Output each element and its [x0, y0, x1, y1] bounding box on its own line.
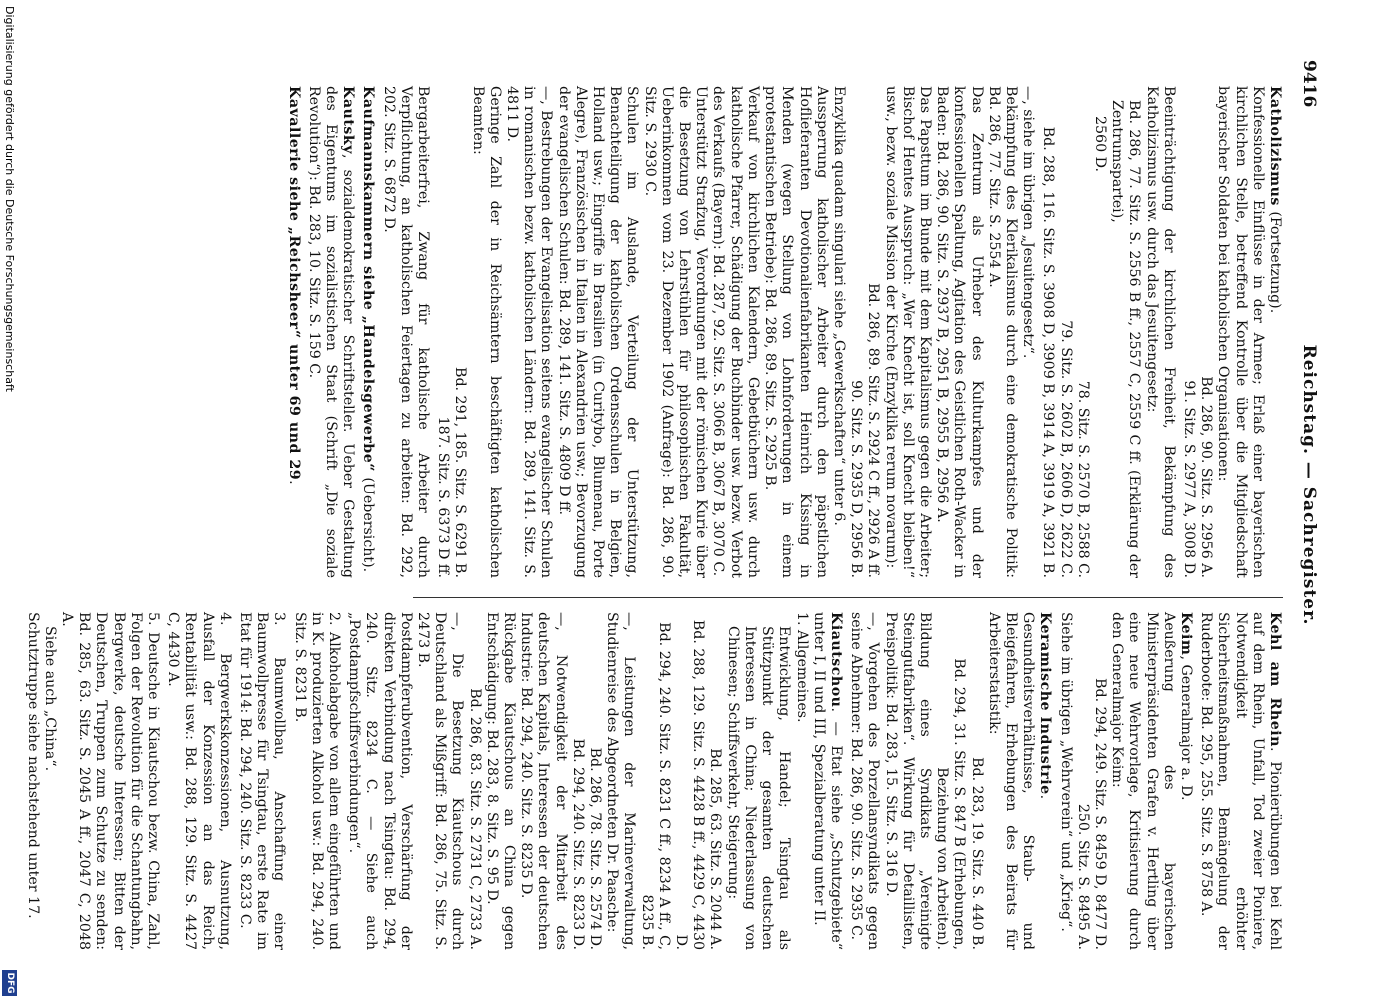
- index-entry: 3. Baumwollbau, Anschaffung einer Baumwollpresse für Tsingtau, erste Rate im Etat für 1914: Bd. 294, 240. Sitz. S. 8233 C.: [237, 612, 288, 950]
- index-entry: Siehe auch „China“.: [41, 626, 58, 772]
- index-entry: 78. Sitz. S. 2570 B, 2588 C.: [1074, 380, 1091, 578]
- index-entry: Das Papsttum im Bunde mit dem Kapitalismus gegen die Arbeiter; Bischof Hentes Ausspruch: „Wer Knecht ist, soll Knecht bleiben!“ usw., bezw. soziale Mission der Kirche (Enzyklika rerum novarum):: [882, 86, 933, 578]
- index-entry: Bd. 294, 240. Sitz. S. 8231 C ff., 8234 A ff., C, 8235 B.: [638, 622, 672, 950]
- entry-keyword: Kaufmannskammern siehe „Handelsgewerbe“: [360, 86, 377, 478]
- index-entry: Unterstützt Strafzug, Verordnungen mit der römischen Kurie über die Besetzung von Lehrstühlen für philosophischen Fakultät, Ueberinkommen vom 23. Dezember 1902 (Anfrage): Bd. 286, 90. Sitz. S. 2930 C.: [641, 86, 710, 578]
- index-entry: Bd. 294, 31. Sitz. S. 847 B (Erhebungen, Beziehung von Arbeiten).: [934, 658, 968, 950]
- index-entry: Entwicklung, Handel; Tsingtau als Stützpunkt der gesamten deutschen Interessen in China; Niederlassung von Chinesen; Schiffsverkehr, Steigerung:: [724, 626, 793, 950]
- index-entry: 90. Sitz. S. 2935 D, 2956 B.: [848, 380, 865, 578]
- index-entry: Kiautschou. — Etat siehe „Schutzgebiete“ unter I, II und III, Spezialberatung unter II.: [810, 612, 844, 950]
- index-entry: Bd. 286, 83. Sitz. S. 2731 C, 2733 A.: [466, 688, 483, 950]
- index-entry: Konfessionelle Einflüsse in der Armee; Erlaß einer bayerischen kirchlichen Stelle, betreffend Kontrolle über die Mitgliedschaft bayerischer Soldaten bei katholischen Organisationen:: [1215, 86, 1266, 578]
- index-entry: Das Zentrum als Urheber des Kulturkampfes und der konfessionellen Spaltung, Agitation des Geistlichen Roth-Wacker in Baden: Bd. 286, 90. Sitz. S. 2937 B, 2951 B, 2955 B, 2956 A.: [934, 86, 985, 578]
- index-entry: —, Notwendigkeit der Mitarbeit des deutschen Kapitals, Interessen der deutschen Industrie: Bd. 294, 240. Sitz. S. 8235 D.: [518, 612, 569, 950]
- index-entry: Bd. 294, 240. Sitz. S. 8233 D.: [569, 738, 586, 950]
- index-entry: Bd. 288, 129. Sitz. S. 4428 B ff., 4429 C, 4430 D.: [673, 619, 707, 950]
- index-entry: Gesundheitsverhältnisse, Staub- und Bleigefahren, Erhebungen des Beirats für Arbeiterstatistik:: [985, 612, 1037, 950]
- entry-keyword: Katholizismus: [1267, 86, 1283, 212]
- index-entry: Bekämpfung des Klerikalismus durch eine demokratische Politik: Bd. 286, 77. Sitz. S. 2554 A.: [985, 86, 1019, 578]
- index-entry: Bd. 286, 78. Sitz. S. 2574 D.: [587, 747, 604, 950]
- index-entry: 2. Alkoholabgabe von allem eingeführten und in K. produzierten Alkohol usw.: Bd. 294, 240. Sitz. S. 8231 B.: [291, 612, 343, 950]
- left-column: [284, 86, 1283, 578]
- entry-keyword: Kiautschou: [827, 612, 844, 708]
- index-entry: Bd. 291, 185. Sitz. S. 6291 B.: [452, 367, 469, 578]
- index-entry: Postdampferubvention, Verschärfung der direkten Verbindung nach Tsingtau: Bd. 294, 240. Sitz. 8234 C. — Siehe auch „Postdampfschiffsverbindungen“.: [346, 612, 414, 950]
- index-entry: Bd. 286, 89. Sitz. S. 2924 C ff., 2926 A ff.: [865, 283, 882, 578]
- index-entry: Keramische Industrie.: [1037, 612, 1054, 800]
- page-footer: [0, 0, 18, 1000]
- index-entry: Bd. 288, 116. Sitz. S. 3908 D, 3909 B, 3914 A, 3919 A, 3921 B.: [1040, 126, 1057, 578]
- right-column: [23, 612, 1283, 950]
- entry-keyword: Keramische Industrie: [1037, 612, 1054, 795]
- index-entry: Siehe im übrigen „Wehrverein“ und „Krieg“.: [1057, 612, 1074, 932]
- index-entry: —, siehe im übrigen „Jesuitengesetz“.: [1020, 86, 1037, 359]
- index-entry: Bd. 283, 19. Sitz. S. 440 B.: [968, 757, 985, 950]
- index-entry: 5. Deutsche in Kiautschou bezw. China, Zahl, Folgen der Revolution für die Schantungbahn, Bergwerke, deutsche Interessen; Bitten der Deutschen, Truppen zum Schutze zu senden: Bd. 285, 63. Sitz. S. 2045 A ff., 2047 C, 2048 A.: [58, 612, 161, 950]
- index-entry: 2560 D.: [1091, 116, 1108, 172]
- index-entry: Katholizismus (Fortsetzung).: [1267, 86, 1283, 314]
- index-entry: Bd. 286, 77. Sitz. S. 2556 B ff., 2557 C, 2559 C ff. (Erklärung der Zentrumspartei),: [1109, 100, 1143, 578]
- index-entry: Kavallerie siehe „Reichsheer“ unter 69 und 29.: [285, 86, 302, 485]
- index-entry: Bd. 286, 90. Sitz. S. 2956 A.: [1198, 376, 1215, 578]
- index-entry: Kaufmannskammern siehe „Handelsgewerbe“ (Uebersicht).: [360, 86, 377, 573]
- index-entry: Geringe Zahl der in Reichsämtern beschäftigten katholischen Beamten:: [469, 86, 503, 578]
- index-entry: 79. Sitz. S. 2602 B, 2606 D, 2622 C.: [1057, 320, 1074, 578]
- index-entry: 91. Sitz. S. 2977 A, 3008 D.: [1180, 380, 1197, 578]
- page-header: [1291, 60, 1319, 910]
- index-entry: Aeußerung des bayerischen Ministerpräsidenten Grafen v. Hertling über eine neue Wehrvorlage, Kritisierung durch den Generalmajor Keim:: [1109, 612, 1177, 950]
- footer-credit: Digitalisierung gefördert durch die Deutsche Forschungsgemeinschaft: [3, 6, 16, 392]
- index-entry: Aussperrung katholischer Arbeiter durch den päpstlichen Hoflieferanten Devotionalienfabrikanten Heinrich Kissing in Menden (wegen Stellung von Lohnforderungen in einem protestantischen Betriebe): Bd. 286, 89. Sitz. S. 2925 B.: [762, 86, 830, 578]
- column-divider: [413, 597, 1283, 598]
- index-entry: —, Die Besetzung Kiautschous durch Deutschland als Mißgriff: Bd. 286, 75. Sitz. S. 2473 B.: [415, 612, 466, 950]
- page-number: 9416: [1299, 60, 1319, 108]
- entry-keyword: Kehl am Rhein: [1267, 612, 1283, 747]
- index-entry: 250. Sitz. S. 8495 A.: [1074, 803, 1091, 950]
- dfg-logo-icon: DFG: [2, 970, 17, 996]
- entry-keyword: Kavallerie siehe „Reichsheer“ unter 69 und 29: [285, 86, 302, 481]
- index-entry: —, Vorgehen des Porzellansyndikats gegen seine Abnehmer: Bd. 286, 90. Sitz. S. 2935 C.: [848, 612, 882, 950]
- index-entry: Bildung eines Syndikats „Vereinigte Steingutfabriken“. Wirkung für Detaillisten, Preispolitik: Bd. 283, 15. Sitz. S. 316 D.: [882, 612, 933, 950]
- index-entry: Beeinträchtigung der kirchlichen Freiheit, Bekämpfung des Katholizismus usw. durch das Jesuitengesetz:: [1143, 86, 1177, 578]
- index-entry: Keim, Generalmajor a. D.: [1177, 612, 1194, 801]
- page-title: Reichstag. — Sachregister.: [1299, 344, 1319, 626]
- index-entry: Bergarbeiterfrei, Zwang für katholische Arbeiter durch Verpflichtung, an katholischen Feiertagen zu arbeiten: Bd. 292, 202. Sitz. S. 6872 D.: [380, 86, 432, 578]
- index-entry: 1. Allgemeines.: [793, 612, 810, 723]
- entry-keyword: Keim: [1177, 612, 1194, 656]
- index-entry: 187. Sitz. S. 6373 D ff.: [435, 416, 452, 578]
- index-entry: Enzyklika quadam singulari siehe „Gewerkschaften“ unter 6.: [830, 86, 847, 526]
- entry-keyword: Kautsky: [340, 86, 357, 154]
- index-entry: Bd. 285, 63. Sitz. S. 2044 A.: [707, 748, 724, 950]
- index-entry: 4. Bergwerkskonzessionen, Ausnutzung, Ausfall der Konzession an das Reich, Rentabilität usw.: Bd. 288, 129. Sitz. S. 4427 C, 4430 A.: [165, 612, 233, 950]
- index-entry: Bd. 294, 249. Sitz. S. 8459 D, 8477 D.: [1091, 678, 1108, 950]
- index-entry: Kautsky, sozialdemokratischer Schriftsteller. Ueber Gestaltung des Eigentums im sozialistischen Staat (Schrift „Die soziale Revolution“): Bd. 283, 10. Sitz. S. 159 C.: [305, 86, 357, 578]
- index-entry: Kehl am Rhein. Pionierübungen bei Kehl auf dem Rhein, Unfall, Tod zweier Pioniere, Notwendigkeit erhöhter Sicherheitsmaßnahmen, Bemängelung der Ruderboote: Bd. 295, 255. Sitz. S. 8758 A.: [1198, 612, 1283, 951]
- index-entry: Schutztruppe siehe nachstehend unter 17.: [24, 612, 41, 919]
- index-entry: —, Bestrebungen der Evangelisation seitens evangelischer Schulen in romanischen bezw. katholischen Ländern: Bd. 289, 141. Sitz. S. 4811 D.: [504, 86, 555, 578]
- index-entry: Schulen im Auslande, Verteilung der Unterstützung, Benachteiligung der katholischen Ordensschulen in Belgien, Holland usw.; Eingriffe in Brasilien (in Curitybo, Blumenau, Porte Alegre), Französischen in Italien in Alexandrien usw.; Bevorzugung der evangelischen Schulen: Bd. 289, 141. Sitz. S. 4809 D ff.: [555, 86, 641, 578]
- index-entry: Rückgabe Kiautschous an China gegen Entschädigung: Bd. 283, 8. Sitz. S. 95 D.: [483, 612, 518, 950]
- index-entry: —, Leistungen der Marineverwaltung, Studienreise des Abgeordneten Dr. Paasche:: [604, 612, 638, 950]
- index-entry: Verkauf von kirchlichen Kalendern, Gebetbüchern usw. durch katholische Pfarrer, Schädigung der Buchbinder usw. bezw. Verbot des Verkaufs (Bayern): Bd. 287, 92. Sitz. S. 3066 B, 3067 B, 3070 C.: [710, 86, 761, 578]
